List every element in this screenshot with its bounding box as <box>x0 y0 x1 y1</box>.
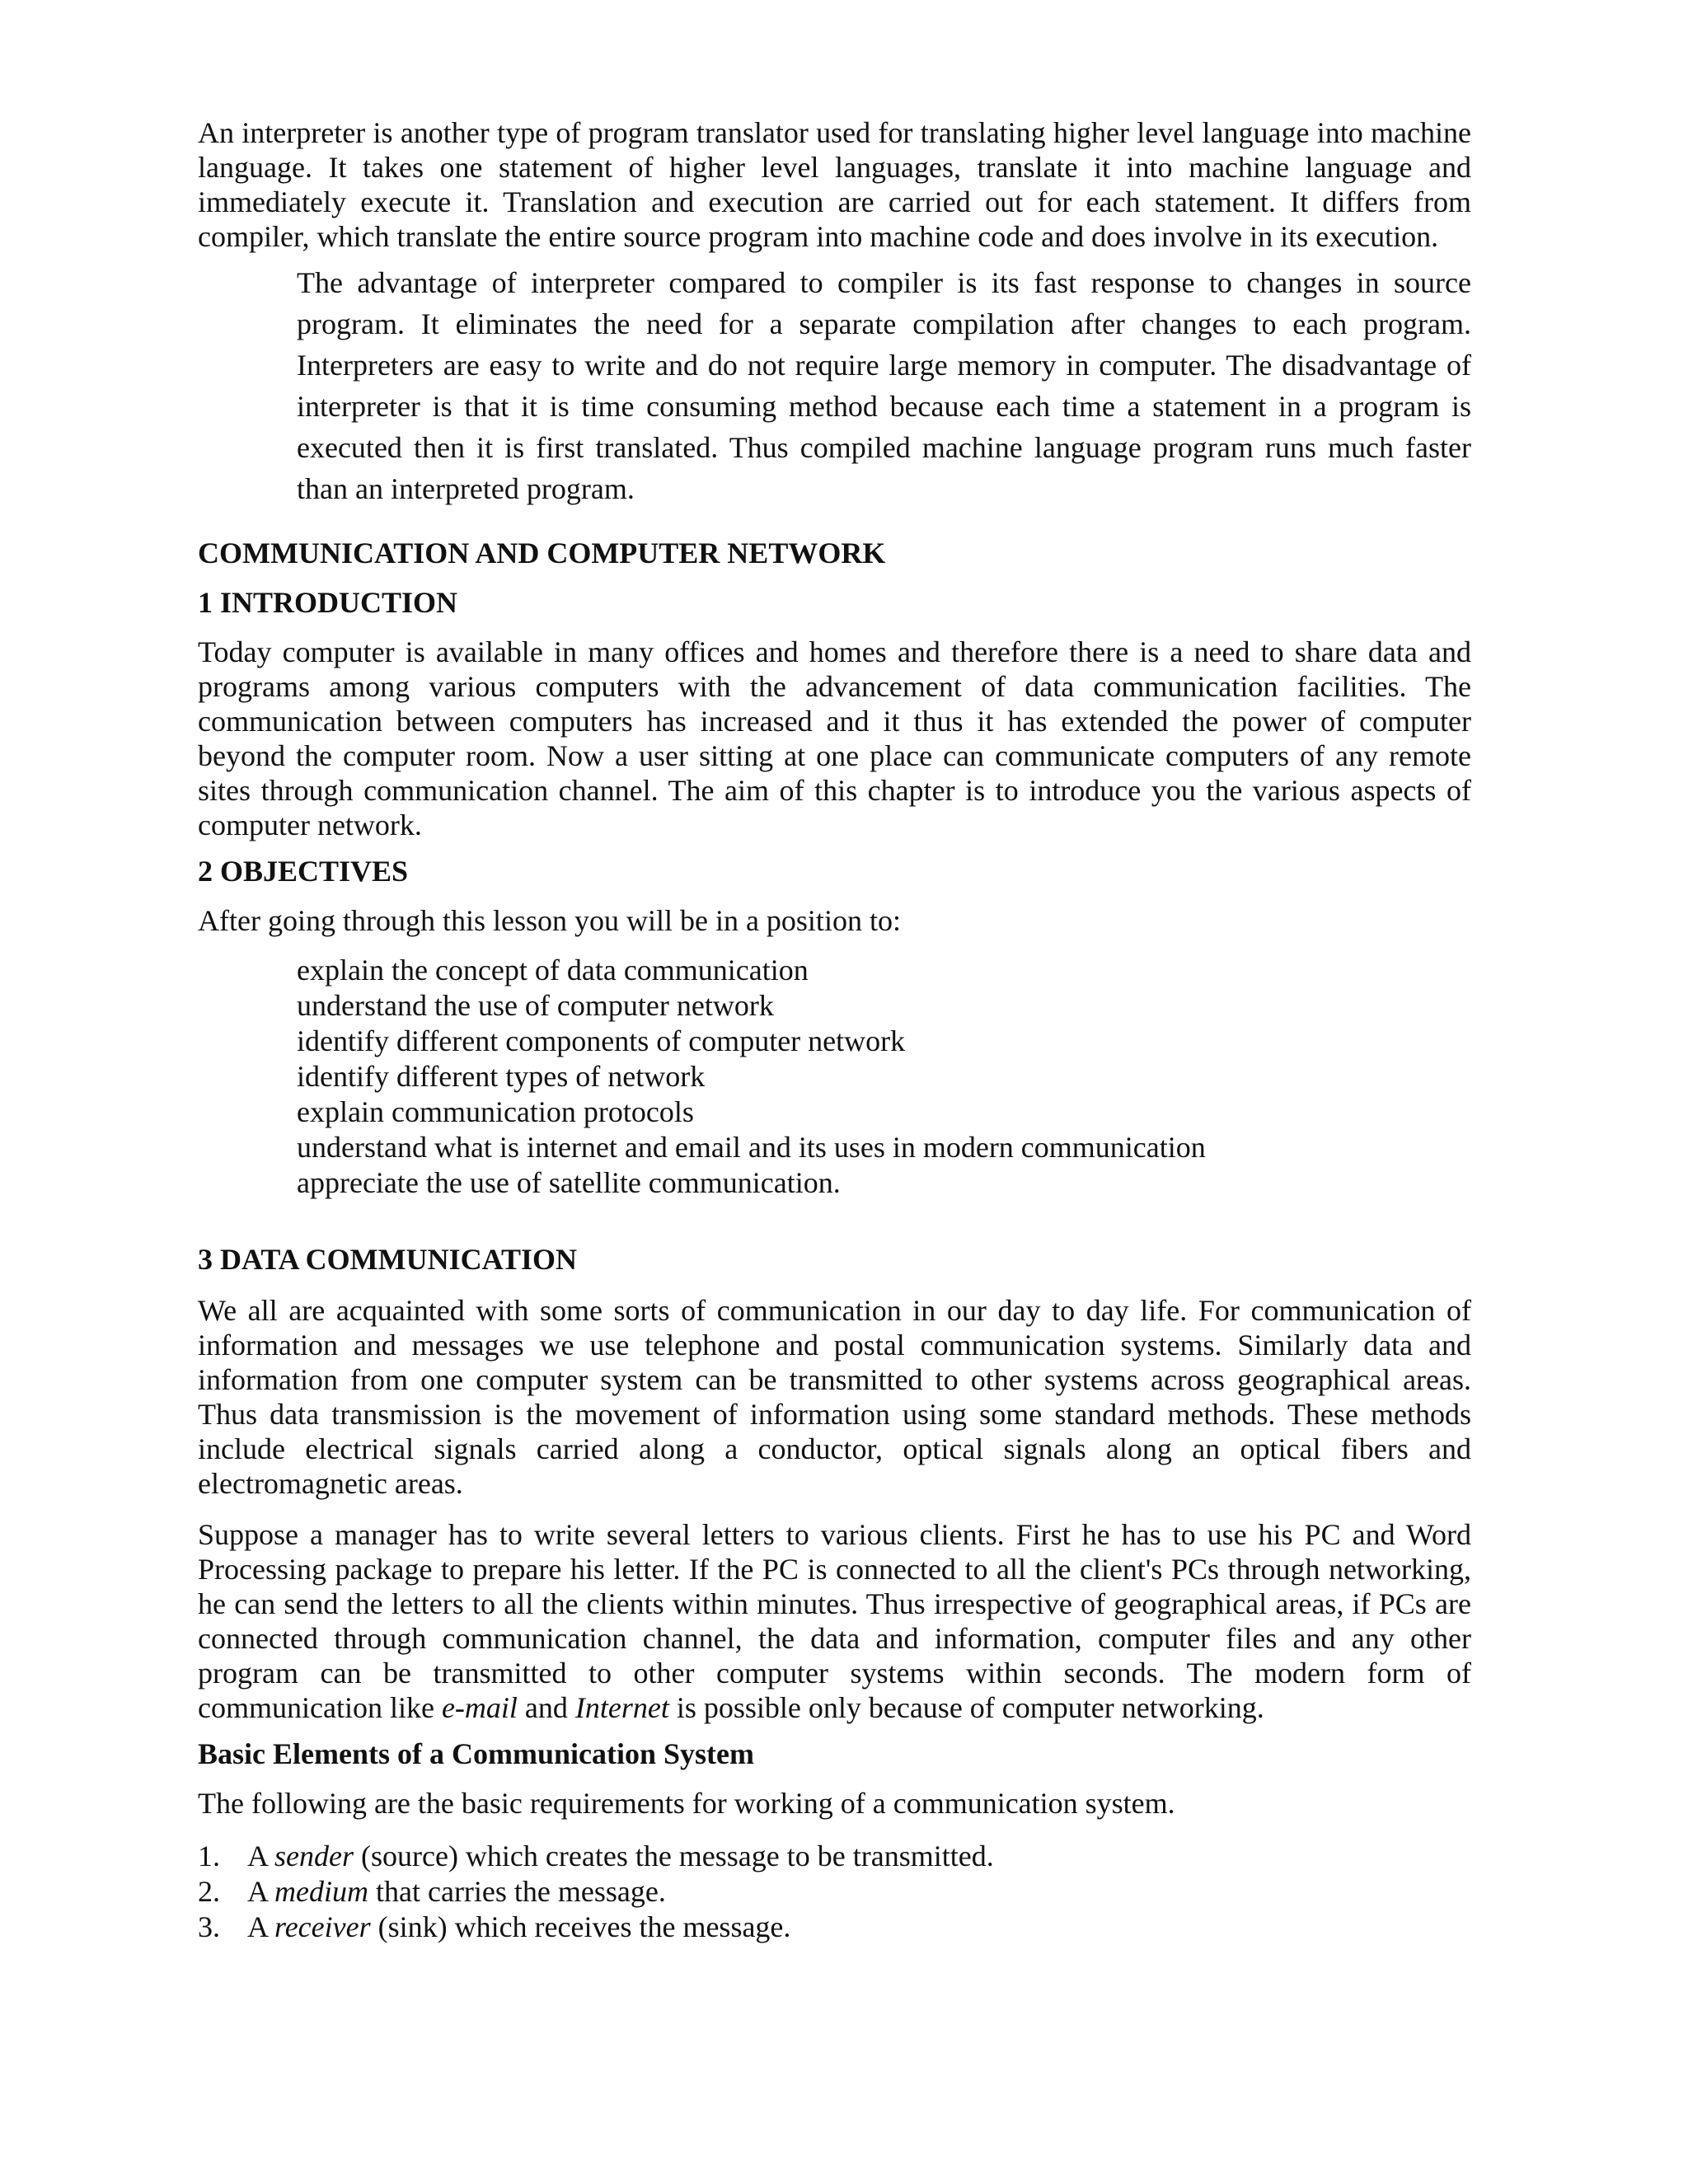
sender-term: sender <box>274 1840 354 1872</box>
objectives-heading: 2 OBJECTIVES <box>198 855 409 888</box>
data-communication-heading: 3 DATA COMMUNICATION <box>198 1243 577 1276</box>
basic-elements-lead-text: The following are the basic requirements for working of a communication system. <box>198 1787 1175 1820</box>
list-item: understand the use of computer network <box>297 989 774 1022</box>
list-item: identify different types of network <box>297 1060 706 1093</box>
objectives-lead-text: After going through this lesson you will be in a position to: <box>198 904 901 937</box>
list-item: explain communication protocols <box>297 1095 694 1128</box>
receiver-term: receiver <box>274 1910 371 1943</box>
medium-term: medium <box>274 1875 368 1908</box>
introduction-paragraph: Today computer is available in many offices and homes and therefore there is a need to share data and programs among various computers with the advancement of data communication facilities. The communication between computers has increased and it thus it has extended the power of computer beyond the computer room. Now a user sitting at one place can communicate computers of any remote sites through communication channel. The aim of this chapter is to introduce you the various aspects of computer network. <box>198 635 1471 841</box>
manager-example-paragraph: Suppose a manager has to write several letters to various clients. First he has to use his PC and Word Processing package to prepare his letter. If the PC is connected to all the client's PCs through networking, he can send the letters to all the clients within minutes. Thus irrespective of geographical areas, if PCs are connected through communication channel, the data and information, computer files and any other program can be transmitted to other computer systems within seconds. The modern form of communication like e-mail and Internet is possible only because of computer networking. <box>198 1518 1471 1724</box>
chapter-heading: COMMUNICATION AND COMPUTER NETWORK <box>198 537 886 569</box>
list-item: 3. A receiver (sink) which receives the message. <box>198 1910 791 1943</box>
list-item: 1. A sender (source) which creates the message to be transmitted. <box>198 1840 994 1872</box>
interpreter-paragraph: An interpreter is another type of program translator used for translating higher level language into machine language. It takes one statement of higher level languages, translate it into machine language and immediately execute it. Translation and execution are carried out for each statement. It differs from compiler, which translate the entire source program into machine code and does involve in its execution. <box>198 116 1471 253</box>
list-item: explain the concept of data communication <box>297 954 809 987</box>
basic-elements-heading: Basic Elements of a Communication System <box>198 1737 754 1770</box>
objectives-list <box>297 953 1471 1201</box>
document-page <box>198 115 1471 1945</box>
introduction-heading: 1 INTRODUCTION <box>198 586 458 619</box>
list-item: understand what is internet and email and its uses in modern communication <box>297 1131 1206 1164</box>
data-communication-paragraph: We all are acquainted with some sorts of communication in our day to day life. For communication of information and messages we use telephone and postal communication systems. Similarly data and information from one computer system can be transmitted to other systems across geographical areas. Thus data transmission is the movement of information using some standard methods. These methods include electrical signals carried along a conductor, optical signals along an optical fibers and electromagnetic areas. <box>198 1294 1471 1500</box>
internet-term: Internet <box>574 1691 669 1724</box>
list-item: appreciate the use of satellite communication. <box>297 1166 841 1199</box>
elements-list <box>198 1839 1471 1945</box>
list-item: identify different components of computer network <box>297 1024 906 1057</box>
interpreter-advantage-paragraph: The advantage of interpreter compared to compiler is its fast response to changes in source program. It eliminates the need for a separate compilation after changes to each program. Interpreters are easy to write and do not require large memory in computer. The disadvantage of interpreter is that it is time consuming method because each time a statement in a program is executed then it is first translated. Thus compiled machine language program runs much faster than an interpreted program. <box>297 266 1471 505</box>
list-item: 2. A medium that carries the message. <box>198 1875 666 1908</box>
email-term: e-mail <box>441 1691 518 1724</box>
